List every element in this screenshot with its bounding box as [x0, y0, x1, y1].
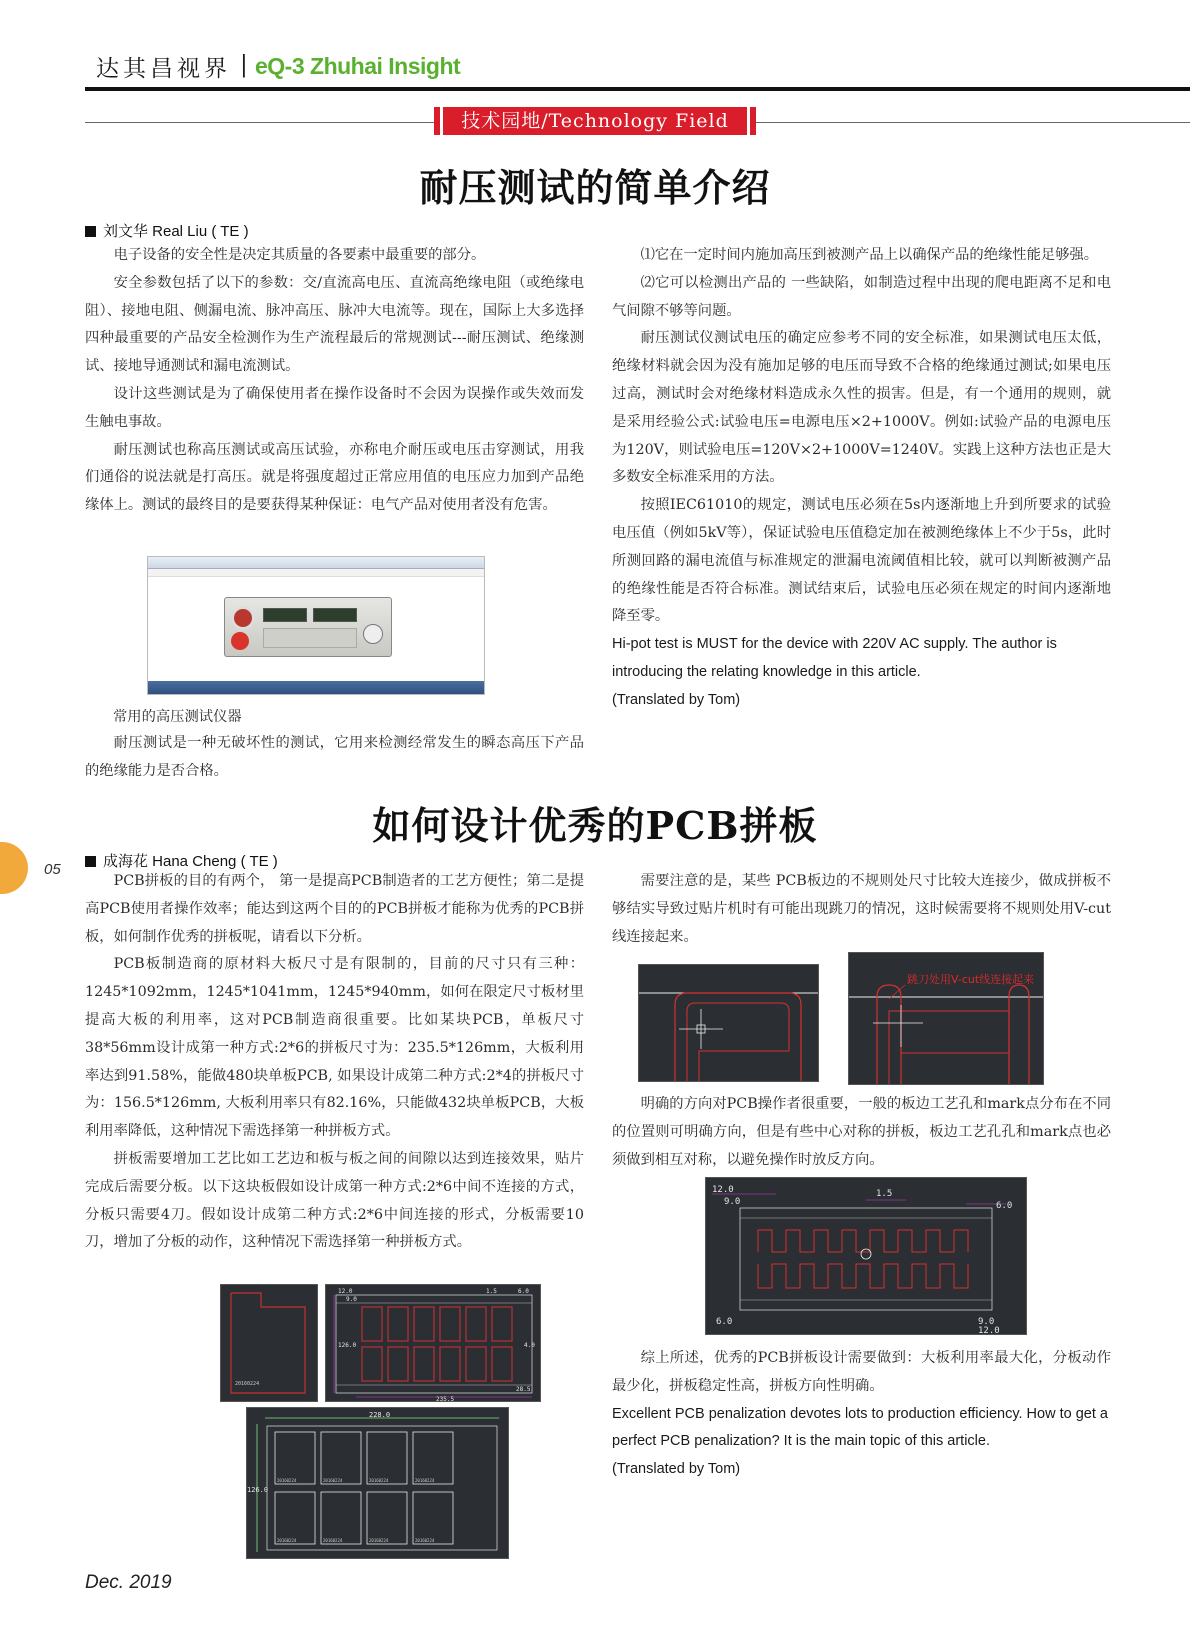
dim-label: 6.0: [716, 1317, 733, 1327]
panel-2x4-drawing: [247, 1408, 509, 1559]
paragraph: 安全参数包括了以下的参数：交/直流高电压、直流高绝缘电阻（或绝缘电阻）、接地电阻、侧漏电流、脉冲高压、脉冲大电流等。现在，国际上大多选择四种最重要的产品安全检测作为生产流程最后的常规测试---耐压测试、绝缘测试、接地导通测试和漏电流测试。: [85, 274, 584, 375]
dim-label: 1.5: [876, 1189, 893, 1199]
translator-note: (Translated by Tom): [612, 691, 741, 708]
board-date-label: 20160224: [415, 1478, 435, 1483]
knob-icon: [363, 624, 383, 644]
bullet-square: [85, 856, 96, 867]
section-tag: [434, 107, 756, 135]
article2-right-column-bottom: [612, 1345, 1111, 1484]
byline-text: 刘文华 Real Liu ( TE ): [103, 223, 249, 240]
paragraph: 耐压测试是一种无破坏性的测试，它用来检测经常发生的瞬态高压下产品的绝缘能力是否合格。: [85, 735, 584, 779]
article2-right-column-mid: [612, 1091, 1111, 1174]
panel-2x4-figure: [246, 1407, 509, 1559]
english-summary: Excellent PCB penalization devotes lots to production efficiency. How to get a perfect PCB penalization? It is the main topic of this article.: [612, 1405, 1108, 1450]
board-date-label: 20160224: [415, 1538, 435, 1543]
dim-label: 12.0: [338, 1288, 353, 1295]
dim-label: 9.0: [346, 1296, 357, 1303]
dim-label: 28.5: [516, 1386, 531, 1393]
symmetric-panel-figure: [705, 1177, 1027, 1335]
paragraph: PCB拼板的目的有两个， 第一是提高PCB制造者的工艺方便性；第二是提高PCB使用者操作效率；能达到这两个目的的PCB拼板才能称为优秀的PCB拼板，如何制作优秀的拼板呢，请看以下分析。: [85, 873, 584, 945]
paragraph: PCB板制造商的原材料大板尺寸是有限制的，目前的尺寸只有三种：1245*1092mm，1245*1041mm，1245*940mm，如何在限定尺寸板材里提高大板的利用率，这对PCB制造商很重要。比如某块PCB，单板尺寸38*56mm设计成第一种方式:2*6的拼板尺寸为：235.5*126mm，大板利用率达到91.58%，能做480块单板PCB, 如果设计成第二种方式:2*4的拼板尺寸为：156.5*126mm, 大板利用率只有82.16%，只能做432块单板PCB，大板利用率降低，这种情况下需选择第一种拼板方式。: [85, 956, 584, 1140]
pcb-outline-drawing: [221, 1285, 318, 1402]
paragraph: ⑴它在一定时间内施加高压到被测产品上以确保产品的绝缘性能足够强。: [640, 247, 1099, 263]
dim-label: 12.0: [978, 1326, 1000, 1335]
paragraph: 电子设备的安全性是决定其质量的各要素中最重要的部分。: [113, 247, 486, 263]
board-date-label: 20160224: [323, 1478, 343, 1483]
current-display: [313, 608, 357, 622]
section-label: 技术园地/Technology Field: [461, 110, 729, 132]
article2-left-column: [85, 868, 584, 1257]
dim-label: 235.5: [436, 1396, 455, 1402]
panel-2x6-figure: [325, 1284, 541, 1402]
dim-label: 9.0: [724, 1197, 741, 1207]
page-number: 05: [44, 861, 61, 878]
dim-height: 126.0: [247, 1486, 269, 1494]
dim-label: 4.0: [524, 1342, 535, 1349]
dim-label: 6.0: [518, 1288, 529, 1295]
paragraph: 耐压测试也称高压测试或高压试验，亦称电介耐压或电压击穿测试，用我们通俗的说法就是打高压。就是将强度超过正常应用值的电压应力加到产品绝缘体上。测试的最终目的是要获得某种保证：电气产品对使用者没有危害。: [85, 441, 584, 514]
article1-byline: [85, 220, 249, 241]
control-panel: [263, 628, 357, 648]
hv-terminal-icon: [231, 606, 255, 630]
dim-label: 9.0: [978, 1317, 995, 1327]
taskbar: [148, 681, 484, 695]
paragraph: 明确的方向对PCB操作者很重要，一般的板边工艺孔和mark点分布在不同的位置则可明确方向，但是有些中心对称的拼板，板边工艺孔孔和mark点也必须做到相互对称，以避免操作时放反方向。: [612, 1096, 1111, 1168]
dim-label: 1.5: [486, 1288, 497, 1295]
paragraph: 综上所述，优秀的PCB拼板设计需要做到：大板利用率最大化，分板动作最少化，拼板稳定性高，拼板方向性明确。: [612, 1350, 1111, 1394]
paragraph: 耐压测试仪测试电压的确定应参考不同的安全标准，如果测试电压太低，绝缘材料就会因为没有施加足够的电压而导致不合格的绝缘通过测试;如果电压过高，测试时会对绝缘材料造成永久性的损害。但是，有一个通用的规则，就是采用经验公式:试验电压=电源电压×2+1000V。例如:试验产品的电源电压为120V，则试验电压=120V×2+1000V=1240V。实践上这种方法也正是大多数安全标准采用的方法。: [612, 330, 1111, 486]
issue-date: Dec. 2019: [85, 1572, 172, 1593]
vcut-before-drawing: [639, 965, 819, 1082]
hipot-tester-photo: [147, 556, 485, 695]
article1-right-column: [612, 242, 1111, 715]
byline-text: 成海花 Hana Cheng ( TE ): [103, 853, 278, 870]
board-date-label: 20160224: [369, 1538, 389, 1543]
paragraph: 需要注意的是，某些 PCB板边的不规则处尺寸比较大连接少，做成拼板不够结实导致过贴片机时有可能出现跳刀的情况，这时候需要将不规则处用V-cut线连接起来。: [612, 873, 1111, 945]
paragraph: 拼板需要增加工艺比如工艺边和板与板之间的间隙以达到连接效果，贴片完成后需要分板。以下这块板假如设计成第一种方式:2*6中间不连接的方式，分板只需要4刀。假如设计成第二种方式:2*6中间连接的形式，分板需要10刀，增加了分板的动作，这种情况下需选择第一种拼板方式。: [85, 1150, 584, 1251]
board-date-label: 20160224: [369, 1478, 389, 1483]
translator-note: (Translated by Tom): [612, 1461, 741, 1478]
dim-label: 12.0: [712, 1185, 734, 1195]
pcb-outline-figure: [220, 1284, 318, 1402]
dim-label: 126.0: [338, 1342, 357, 1349]
paragraph: ⑵它可以检测出产品的 一些缺陷，如制造过程中出现的爬电距离不足和电气间隙不够等问题。: [612, 274, 1111, 319]
board-date-label: 20160224: [323, 1538, 343, 1543]
article2-title: 如何设计优秀的PCB拼板: [372, 803, 818, 848]
window-titlebar: [148, 557, 484, 569]
voltage-display: [263, 608, 307, 622]
red-button-icon: [231, 632, 249, 650]
tag-tick-right: [747, 107, 750, 135]
masthead-en: eQ-3 Zhuhai Insight: [255, 53, 461, 79]
paragraph: 设计这些测试是为了确保使用者在操作设备时不会因为误操作或失效而发生触电事故。: [85, 385, 584, 430]
panel-2x6-drawing: [326, 1285, 541, 1402]
english-summary: Hi-pot test is MUST for the device with 220V AC supply. The author is introducing the relating knowledge in this article.: [612, 636, 1057, 680]
vcut-annotation: 跳刀处用V-cut线连接起来: [907, 973, 1035, 986]
window-toolbar: [148, 569, 484, 577]
dim-width: 228.0: [369, 1411, 391, 1419]
tag-tick-left: [440, 107, 443, 135]
masthead-cn: 达其昌视界: [96, 56, 231, 82]
masthead-separator: |: [240, 52, 248, 78]
tester-device: [224, 597, 392, 657]
vcut-after-drawing: [849, 953, 1044, 1085]
paragraph: 按照IEC61010的规定，测试电压必须在5s内逐渐地上升到所要求的试验电压值（例如5kV等），保证试验电压值稳定加在被测绝缘体上不少于5s，此时所测回路的漏电流值与标准规定的泄漏电流阈值相比较，就可以判断被测产品的绝缘性能是否符合标准。测试结束后，试验电压必须在规定的时间内逐渐地降至零。: [612, 497, 1111, 625]
article1-left-tail: [85, 730, 584, 786]
article1-left-column: [85, 242, 584, 520]
board-date-label: 20160224: [235, 1381, 260, 1387]
article1-title: 耐压测试的简单介绍: [419, 165, 771, 210]
board-date-label: 20160224: [277, 1478, 297, 1483]
vcut-before-figure: [638, 964, 819, 1082]
header-rule: [85, 87, 1190, 91]
bullet-square: [85, 226, 96, 237]
board-date-label: 20160224: [277, 1538, 297, 1543]
symmetric-panel-drawing: [706, 1178, 1027, 1335]
article2-right-column-top: [612, 868, 1111, 951]
dim-label: 6.0: [996, 1201, 1013, 1211]
figure-caption: 常用的高压测试仪器: [113, 709, 242, 725]
vcut-after-figure: [848, 952, 1044, 1085]
